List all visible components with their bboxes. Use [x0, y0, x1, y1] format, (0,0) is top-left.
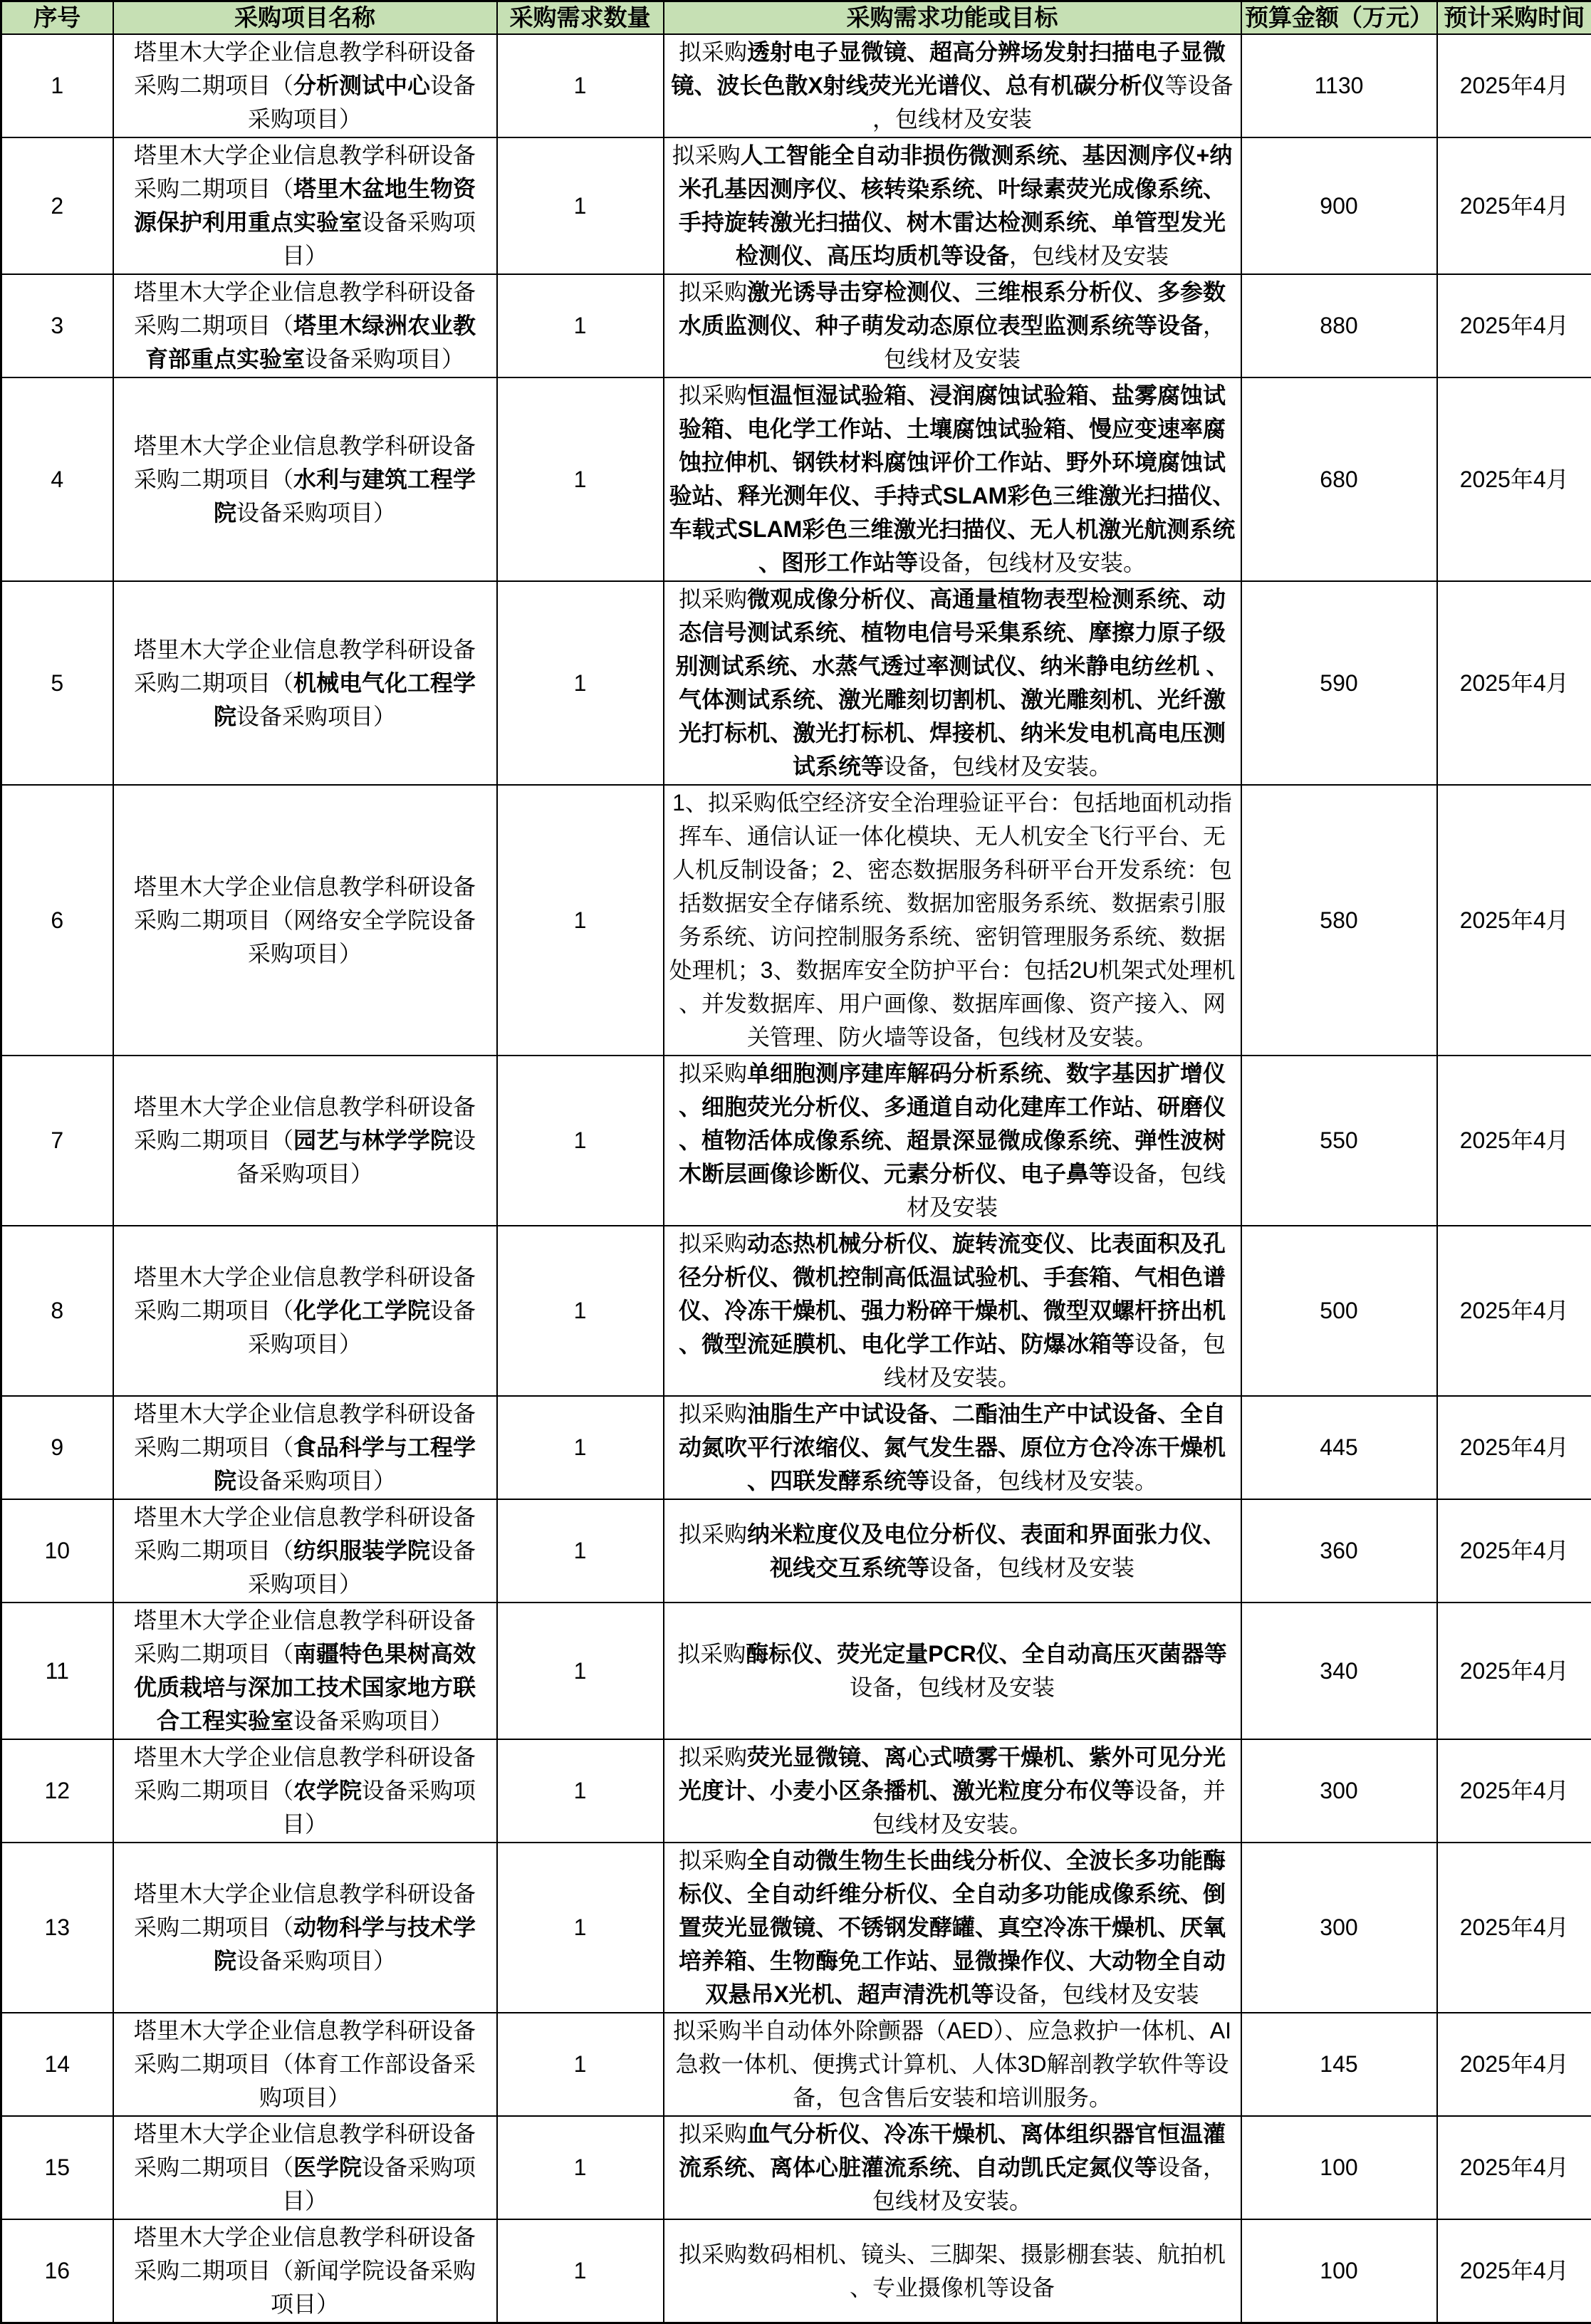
time-cell: 2025年4月 [1437, 785, 1591, 1056]
function-goal-cell: 拟采购全自动微生物生长曲线分析仪、全波长多功能酶标仪、全自动纤维分析仪、全自动多功能成像系统、倒置荧光显微镜、不锈钢发酵罐、真空冷冻干燥机、厌氧培养箱、生物酶免工作站、显微操作仪、大动物全自动双悬吊X光机、超声清洗机等设备，包线材及安装 [664, 1843, 1241, 2013]
header-planned-time: 预计采购时间 [1437, 1, 1591, 35]
time-cell: 2025年4月 [1437, 274, 1591, 377]
function-goal-cell: 拟采购微观成像分析仪、高通量植物表型检测系统、动态信号测试系统、植物电信号采集系统、摩擦力原子级别测试系统、水蒸气透过率测试仪、纳米静电纺丝机 、气体测试系统、激光雕刻切割机、激光雕刻机、光纤激光打标机、激光打标机、焊接机、纳米发电机高电压测试系统等设备，包线材及安装。 [664, 581, 1241, 785]
function-goal-cell: 1、拟采购低空经济安全治理验证平台：包括地面机动指挥车、通信认证一体化模块、无人机安全飞行平台、无人机反制设备；2、密态数据服务科研平台开发系统：包括数据安全存储系统、数据加密服务系统、数据索引服务系统、访问控制服务系统、密钥管理服务系统、数据处理机；3、数据库安全防护平台：包括2U机架式处理机、并发数据库、用户画像、数据库画像、资产接入、网关管理、防火墙等设备，包线材及安装。 [664, 785, 1241, 1056]
serial-number-cell: 13 [1, 1843, 113, 2013]
function-goal-cell: 拟采购油脂生产中试设备、二酯油生产中试设备、全自动氮吹平行浓缩仪、氮气发生器、原位方仓冷冻干燥机、四联发酵系统等设备，包线材及安装。 [664, 1396, 1241, 1499]
serial-number-cell: 12 [1, 1739, 113, 1843]
serial-number-cell: 3 [1, 274, 113, 377]
header-row [1, 1, 1591, 35]
function-goal-cell: 拟采购血气分析仪、冷冻干燥机、离体组织器官恒温灌流系统、离体心脏灌流系统、自动凯氏定氮仪等设备，包线材及安装。 [664, 2116, 1241, 2219]
time-cell: 2025年4月 [1437, 377, 1591, 581]
quantity-cell: 1 [497, 785, 664, 1056]
table-row [1, 785, 1591, 1056]
budget-cell: 680 [1241, 377, 1437, 581]
table-row [1, 274, 1591, 377]
time-cell: 2025年4月 [1437, 1056, 1591, 1226]
time-cell: 2025年4月 [1437, 1396, 1591, 1499]
function-goal-cell: 拟采购人工智能全自动非损伤微测系统、基因测序仪+纳米孔基因测序仪、核转染系统、叶绿素荧光成像系统、手持旋转激光扫描仪、树木雷达检测系统、单管型发光检测仪、高压均质机等设备，包线材及安装 [664, 137, 1241, 274]
time-cell: 2025年4月 [1437, 2116, 1591, 2219]
table-row [1, 34, 1591, 137]
quantity-cell: 1 [497, 1843, 664, 2013]
project-name-cell: 塔里木大学企业信息教学科研设备采购二期项目（食品科学与工程学院设备采购项目） [113, 1396, 497, 1499]
budget-cell: 590 [1241, 581, 1437, 785]
time-cell: 2025年4月 [1437, 1499, 1591, 1603]
budget-cell: 145 [1241, 2013, 1437, 2116]
table-row [1, 2116, 1591, 2219]
function-goal-cell: 拟采购动态热机械分析仪、旋转流变仪、比表面积及孔径分析仪、微机控制高低温试验机、手套箱、气相色谱仪、冷冻干燥机、强力粉碎干燥机、微型双螺杆挤出机、微型流延膜机、电化学工作站、防爆冰箱等设备，包线材及安装。 [664, 1226, 1241, 1396]
budget-cell: 445 [1241, 1396, 1437, 1499]
budget-cell: 100 [1241, 2219, 1437, 2323]
project-name-cell: 塔里木大学企业信息教学科研设备采购二期项目（动物科学与技术学院设备采购项目） [113, 1843, 497, 2013]
budget-cell: 100 [1241, 2116, 1437, 2219]
quantity-cell: 1 [497, 2013, 664, 2116]
quantity-cell: 1 [497, 34, 664, 137]
serial-number-cell: 10 [1, 1499, 113, 1603]
table-row [1, 1226, 1591, 1396]
serial-number-cell: 16 [1, 2219, 113, 2323]
serial-number-cell: 6 [1, 785, 113, 1056]
serial-number-cell: 4 [1, 377, 113, 581]
function-goal-cell: 拟采购激光诱导击穿检测仪、三维根系分析仪、多参数水质监测仪、种子萌发动态原位表型监测系统等设备，包线材及安装 [664, 274, 1241, 377]
function-goal-cell: 拟采购透射电子显微镜、超高分辨场发射扫描电子显微镜、波长色散X射线荧光光谱仪、总有机碳分析仪等设备，包线材及安装 [664, 34, 1241, 137]
project-name-cell: 塔里木大学企业信息教学科研设备采购二期项目（塔里木绿洲农业教育部重点实验室设备采购项目） [113, 274, 497, 377]
serial-number-cell: 5 [1, 581, 113, 785]
table-body [1, 34, 1591, 2323]
budget-cell: 300 [1241, 1843, 1437, 2013]
table-row [1, 1499, 1591, 1603]
table-row [1, 1739, 1591, 1843]
time-cell: 2025年4月 [1437, 1739, 1591, 1843]
project-name-cell: 塔里木大学企业信息教学科研设备采购二期项目（新闻学院设备采购项目） [113, 2219, 497, 2323]
budget-cell: 340 [1241, 1603, 1437, 1739]
budget-cell: 580 [1241, 785, 1437, 1056]
table-row [1, 1843, 1591, 2013]
time-cell: 2025年4月 [1437, 2013, 1591, 2116]
function-goal-cell: 拟采购数码相机、镜头、三脚架、摄影棚套装、航拍机、专业摄像机等设备 [664, 2219, 1241, 2323]
table-row [1, 2219, 1591, 2323]
project-name-cell: 塔里木大学企业信息教学科研设备采购二期项目（分析测试中心设备采购项目） [113, 34, 497, 137]
function-goal-cell: 拟采购荧光显微镜、离心式喷雾干燥机、紫外可见分光光度计、小麦小区条播机、激光粒度分布仪等设备，并包线材及安装。 [664, 1739, 1241, 1843]
quantity-cell: 1 [497, 137, 664, 274]
project-name-cell: 塔里木大学企业信息教学科研设备采购二期项目（南疆特色果树高效优质栽培与深加工技术国家地方联合工程实验室设备采购项目） [113, 1603, 497, 1739]
quantity-cell: 1 [497, 2116, 664, 2219]
project-name-cell: 塔里木大学企业信息教学科研设备采购二期项目（塔里木盆地生物资源保护利用重点实验室设备采购项目） [113, 137, 497, 274]
budget-cell: 900 [1241, 137, 1437, 274]
header-demand-quantity: 采购需求数量 [497, 1, 664, 35]
time-cell: 2025年4月 [1437, 1843, 1591, 2013]
time-cell: 2025年4月 [1437, 1603, 1591, 1739]
quantity-cell: 1 [497, 1056, 664, 1226]
budget-cell: 550 [1241, 1056, 1437, 1226]
project-name-cell: 塔里木大学企业信息教学科研设备采购二期项目（水利与建筑工程学院设备采购项目） [113, 377, 497, 581]
quantity-cell: 1 [497, 1226, 664, 1396]
quantity-cell: 1 [497, 1396, 664, 1499]
time-cell: 2025年4月 [1437, 581, 1591, 785]
budget-cell: 300 [1241, 1739, 1437, 1843]
project-name-cell: 塔里木大学企业信息教学科研设备采购二期项目（网络安全学院设备采购项目） [113, 785, 497, 1056]
quantity-cell: 1 [497, 581, 664, 785]
table-row [1, 1603, 1591, 1739]
serial-number-cell: 14 [1, 2013, 113, 2116]
header-serial-number: 序号 [1, 1, 113, 35]
header-project-name: 采购项目名称 [113, 1, 497, 35]
budget-cell: 360 [1241, 1499, 1437, 1603]
project-name-cell: 塔里木大学企业信息教学科研设备采购二期项目（医学院设备采购项目） [113, 2116, 497, 2219]
project-name-cell: 塔里木大学企业信息教学科研设备采购二期项目（机械电气化工程学院设备采购项目） [113, 581, 497, 785]
header-budget-amount: 预算金额（万元） [1241, 1, 1437, 35]
serial-number-cell: 9 [1, 1396, 113, 1499]
table-row [1, 137, 1591, 274]
header-function-or-goal: 采购需求功能或目标 [664, 1, 1241, 35]
quantity-cell: 1 [497, 1499, 664, 1603]
quantity-cell: 1 [497, 1739, 664, 1843]
project-name-cell: 塔里木大学企业信息教学科研设备采购二期项目（体育工作部设备采购项目） [113, 2013, 497, 2116]
table-row [1, 1396, 1591, 1499]
quantity-cell: 1 [497, 377, 664, 581]
table-header [1, 1, 1591, 35]
serial-number-cell: 2 [1, 137, 113, 274]
function-goal-cell: 拟采购半自动体外除颤器（AED）、应急救护一体机、AI急救一体机、便携式计算机、人体3D解剖教学软件等设备，包含售后安装和培训服务。 [664, 2013, 1241, 2116]
project-name-cell: 塔里木大学企业信息教学科研设备采购二期项目（纺织服装学院设备采购项目） [113, 1499, 497, 1603]
time-cell: 2025年4月 [1437, 2219, 1591, 2323]
project-name-cell: 塔里木大学企业信息教学科研设备采购二期项目（园艺与林学学院设备采购项目） [113, 1056, 497, 1226]
budget-cell: 500 [1241, 1226, 1437, 1396]
table-row [1, 377, 1591, 581]
table-row [1, 1056, 1591, 1226]
budget-cell: 1130 [1241, 34, 1437, 137]
function-goal-cell: 拟采购纳米粒度仪及电位分析仪、表面和界面张力仪、视线交互系统等设备，包线材及安装 [664, 1499, 1241, 1603]
quantity-cell: 1 [497, 1603, 664, 1739]
quantity-cell: 1 [497, 2219, 664, 2323]
time-cell: 2025年4月 [1437, 34, 1591, 137]
function-goal-cell: 拟采购恒温恒湿试验箱、浸润腐蚀试验箱、盐雾腐蚀试验箱、电化学工作站、土壤腐蚀试验箱、慢应变速率腐蚀拉伸机、钢铁材料腐蚀评价工作站、野外环境腐蚀试验站、释光测年仪、手持式SLAM彩色三维激光扫描仪、车载式SLAM彩色三维激光扫描仪、无人机激光航测系统、图形工作站等设备，包线材及安装。 [664, 377, 1241, 581]
serial-number-cell: 1 [1, 34, 113, 137]
time-cell: 2025年4月 [1437, 1226, 1591, 1396]
function-goal-cell: 拟采购酶标仪、荧光定量PCR仪、全自动高压灭菌器等设备，包线材及安装 [664, 1603, 1241, 1739]
function-goal-cell: 拟采购单细胞测序建库解码分析系统、数字基因扩增仪、细胞荧光分析仪、多通道自动化建库工作站、研磨仪、植物活体成像系统、超景深显微成像系统、弹性波树木断层画像诊断仪、元素分析仪、电子鼻等设备，包线材及安装 [664, 1056, 1241, 1226]
budget-cell: 880 [1241, 274, 1437, 377]
project-name-cell: 塔里木大学企业信息教学科研设备采购二期项目（农学院设备采购项目） [113, 1739, 497, 1843]
serial-number-cell: 7 [1, 1056, 113, 1226]
serial-number-cell: 8 [1, 1226, 113, 1396]
table-row [1, 581, 1591, 785]
table-row [1, 2013, 1591, 2116]
serial-number-cell: 11 [1, 1603, 113, 1739]
quantity-cell: 1 [497, 274, 664, 377]
time-cell: 2025年4月 [1437, 137, 1591, 274]
project-name-cell: 塔里木大学企业信息教学科研设备采购二期项目（化学化工学院设备采购项目） [113, 1226, 497, 1396]
serial-number-cell: 15 [1, 2116, 113, 2219]
